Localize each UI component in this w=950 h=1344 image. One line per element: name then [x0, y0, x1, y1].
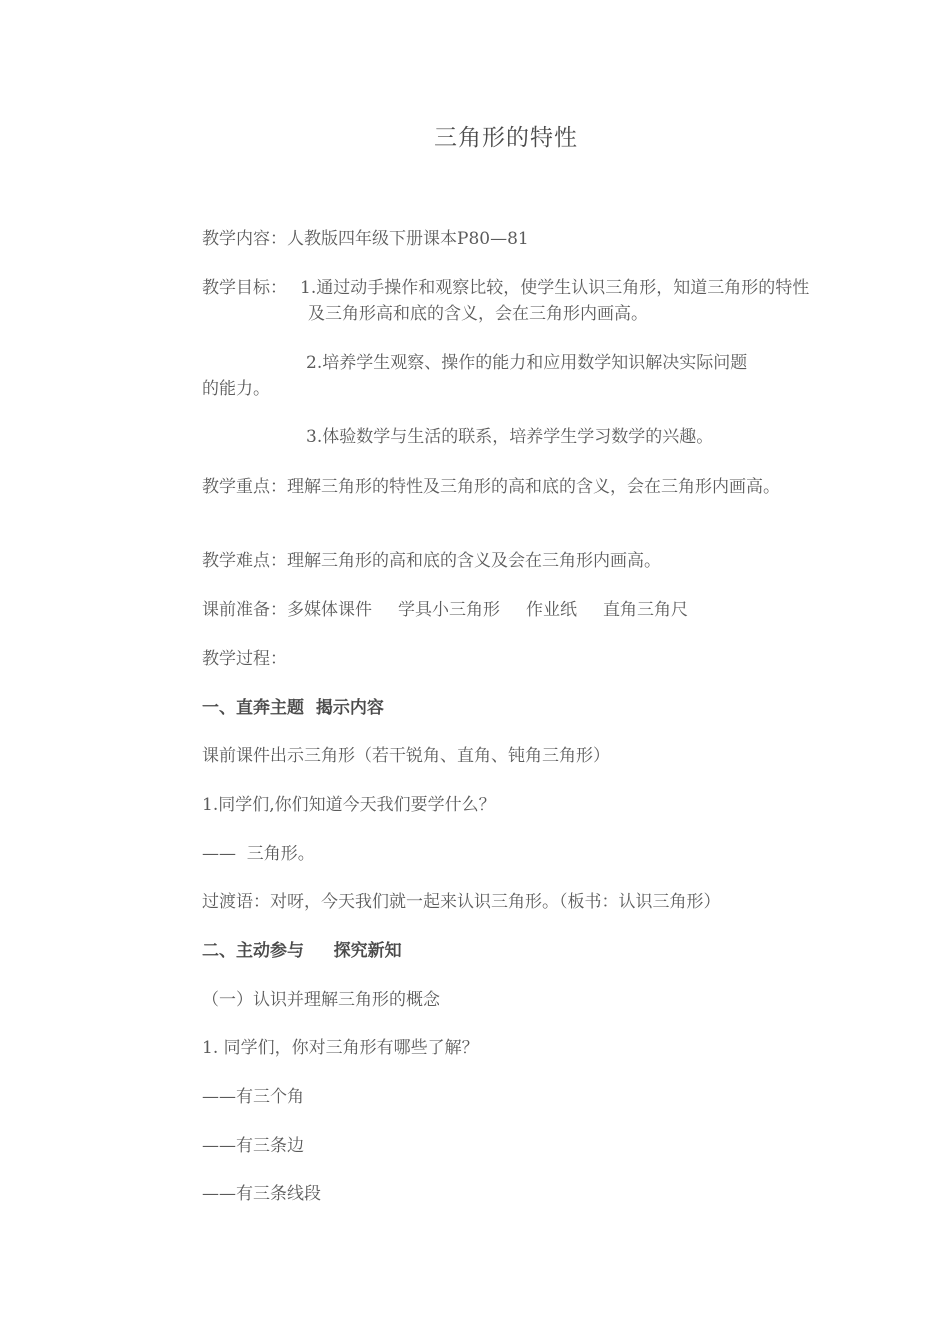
preparation-item: 学具小三角形: [398, 600, 500, 620]
teaching-goals: [202, 275, 810, 335]
section-1-transition: 过渡语：对呀，今天我们就一起来认识三角形。（板书：认识三角形）: [202, 892, 721, 912]
section-2-subheading: （一）认识并理解三角形的概念: [202, 990, 440, 1010]
preparation: [202, 597, 810, 623]
section-2-heading: 二、主动参与 探究新知: [202, 941, 402, 961]
answer-item: ——有三个角: [202, 1087, 304, 1107]
section-1-intro: 课前课件出示三角形（若干锐角、直角、钝角三角形）: [202, 746, 610, 766]
section-1-question-1: 1.同学们,你们知道今天我们要学什么？: [202, 795, 496, 815]
teaching-content: [202, 226, 810, 252]
preparation-label: 课前准备：: [202, 600, 287, 620]
goal-item-2: 2.培养学生观察、操作的能力和应用数学知识解决实际问题: [306, 353, 748, 373]
teaching-goals-label: 教学目标：: [202, 278, 287, 298]
teaching-content-text: 人教版四年级下册课本P80—81: [287, 229, 529, 249]
difficulty: 教学难点：理解三角形的高和底的含义及会在三角形内画高。: [202, 551, 661, 571]
answer-item: ——有三条线段: [202, 1184, 321, 1204]
section-1-heading: 一、直奔主题 揭示内容: [202, 698, 384, 718]
process-label: 教学过程：: [202, 649, 287, 669]
goal-item-1-text: 1.通过动手操作和观察比较，使学生认识三角形，知道三角形的特性及三角形高和底的含义，会在三角形内画高。: [300, 278, 810, 324]
section-2-question-1: 1. 同学们，你对三角形有哪些了解？: [202, 1038, 479, 1058]
goal-item-3: 3.体验数学与生活的联系，培养学生学习数学的兴趣。: [306, 427, 714, 447]
document-page: [202, 0, 810, 1344]
preparation-item: 作业纸: [526, 600, 577, 620]
goal-item-2-continued: 的能力。: [202, 379, 270, 399]
answer-item: ——有三条边: [202, 1136, 304, 1156]
preparation-item: 多媒体课件: [287, 600, 372, 620]
key-point: 教学重点：理解三角形的特性及三角形的高和底的含义，会在三角形内画高。: [202, 477, 780, 497]
preparation-item: 直角三角尺: [603, 600, 688, 620]
page-title: 三角形的特性: [434, 125, 578, 151]
section-1-answer-1: —— 三角形。: [202, 844, 315, 864]
goal-item-1: [300, 275, 810, 327]
teaching-content-label: 教学内容：: [202, 229, 287, 249]
